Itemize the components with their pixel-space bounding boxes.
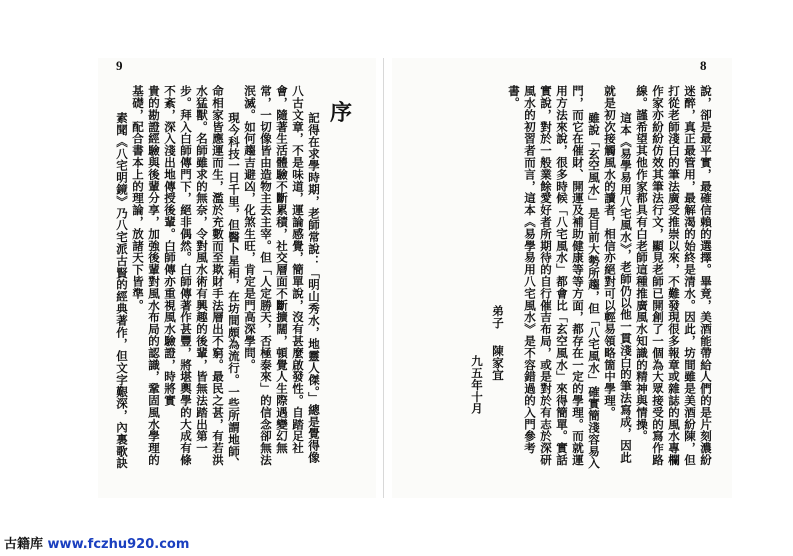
right-column-1: 說，卻是最平實，最確信賴的選擇。畢竟，美酒能帶給人們的是片刻濃紛 xyxy=(699,85,713,466)
left-column-9: 步。拜入白師傳門下，絕非偶然。白師傳著作甚豐，將堪輿學的大成有條 xyxy=(179,85,193,466)
right-column-6: 這本《易學易用八宅風水》，老師仍以他一貫淺白的筆法寫成，因此 xyxy=(619,112,633,464)
right-column-10: 用方法來說，很多時候「八宅風水」都會比「玄空風水」來得簡單。實話 xyxy=(555,85,569,466)
right-column-2: 迷醉，真正最管用，最解渴的始終是清水。因此，坊間雖是美酒紛陳，但 xyxy=(683,85,697,466)
left-column-12: 基礎，配合書本上的理論，放諸天下皆準。 xyxy=(131,85,145,312)
left-column-1: 記得在求學時期，老師常說：「明山秀水，地靈人傑。」總是覺得像 xyxy=(307,112,321,464)
left-page-number: 9 xyxy=(116,58,123,73)
left-column-13: 素聞《八宅明鏡》乃八宅派古賢的經典著作，但文字艱深，內裏歌訣 xyxy=(115,112,129,469)
watermark-label: 古籍库 xyxy=(4,537,44,552)
right-column-8: 雖說「玄空風水」是目前大勢所趨，但「八宅風水」確實簡淺容易入 xyxy=(587,112,601,469)
left-column-10: 不紊，深入淺出地傳授後輩。白師傳亦重視風水驗證，時將實 xyxy=(163,85,177,407)
preface-heading: 序 xyxy=(330,100,353,126)
left-column-4: 常，一切像皆由造物主去主宰。但「人定勝天，否極泰來」的信念卻無法 xyxy=(259,85,273,466)
right-column-9: 門，而它在催財、開運及補助健康等等方面，都存在一定的學理。而就運 xyxy=(571,85,585,466)
signature-name: 陳家宜 xyxy=(491,345,505,381)
watermark-site: www.fczhu920.com xyxy=(47,537,190,552)
left-column-11: 貴的勘證經驗與後輩分享，加強後輩對風水布局的認識，鞏固風水學理的 xyxy=(147,85,161,466)
right-column-5: 線。謹希望其他作家都具有白老師這種推廣風水知識的精神與情操。 xyxy=(635,85,649,442)
left-column-5: 泯滅。如何趨吉避凶，化煞生旺，肯定是門高深學問。 xyxy=(243,85,257,371)
right-column-3: 打從老師淺白的筆法廣受推崇以來，不難發現很多報章或雜誌的風水專欄 xyxy=(667,85,681,466)
left-column-7: 命相家皆應運而生，濫於充數而至欺財手法層出不窮。最民之甚，有若洪 xyxy=(211,85,225,466)
left-column-2: 八古文章，不是味道，運論感覺，簡單說，沒有甚麼啟發性。自踏足社 xyxy=(291,85,305,454)
left-column-8: 水猛獸。名師雖求的無奈，令對風水術有興趣的後輩，皆無法踏出第一 xyxy=(195,85,209,454)
left-column-6: 現今科技一日千里，但醫卜星相，在坊間頗為流行。一些所謂地師、 xyxy=(227,112,241,469)
site-watermark xyxy=(4,533,189,552)
signature-date: 九五年十月 xyxy=(470,355,484,415)
right-column-13: 書。 xyxy=(507,85,521,109)
right-page-number: 8 xyxy=(700,58,707,73)
right-column-4: 作家亦紛紛仿效其筆法行文，顯見老師已開創了一個為大眾接受的寫作路 xyxy=(651,85,665,466)
right-column-12: 風水的初習者而言，這本《易學易用八宅風水》是不容錯過的入門參考 xyxy=(523,85,537,454)
right-column-11: 實說，對於一般業餘愛好者所期待的自行催吉布局，或是對於有志於深研 xyxy=(539,85,553,466)
book-spine xyxy=(383,58,384,498)
right-column-7: 就是初次接觸風水的讀者，相信亦絕對可以輕易領略箇中學理。 xyxy=(603,85,617,419)
left-column-3: 會，隨著生活體驗不斷累積，社交層面不斷擴闊，頓覺人生際遇變幻無 xyxy=(275,85,289,454)
signature-role: 弟子 xyxy=(491,305,505,329)
